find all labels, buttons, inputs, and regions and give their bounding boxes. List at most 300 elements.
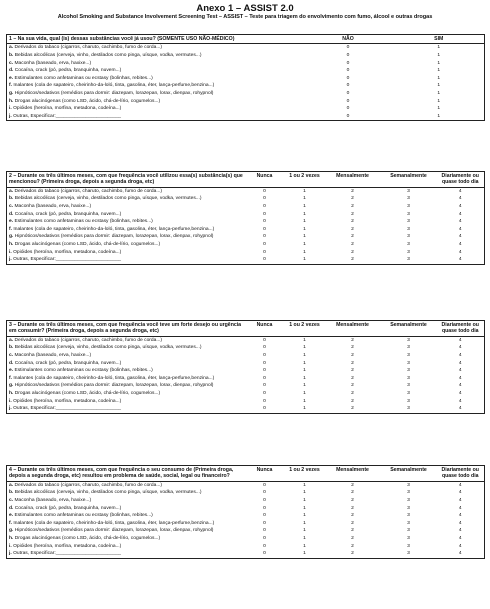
response-score[interactable]: 3 [407,241,410,247]
response-score[interactable]: 3 [407,249,410,255]
response-score[interactable]: 0 [263,482,266,488]
table-row [7,344,485,352]
response-score[interactable]: 1 [437,53,441,58]
response-score[interactable]: 4 [458,482,462,488]
response-score[interactable]: 2 [351,234,354,240]
response-score[interactable]: 1 [303,543,306,549]
response-score[interactable]: 0 [263,360,266,366]
response-score[interactable]: 0 [263,551,266,557]
table-row [7,360,485,368]
substance-letter: b. [9,345,14,351]
response-score[interactable]: 3 [407,360,410,366]
response-score[interactable]: 3 [407,345,410,351]
table-row [7,241,485,249]
response-score[interactable]: 0 [263,490,266,496]
table-row [7,352,485,360]
substance-label [7,82,303,90]
response-score[interactable]: 3 [407,490,410,496]
response-score[interactable]: 3 [407,505,410,511]
substance-text: Estimulantes como anfetaminas ou ecstasy (bolinhas, rebites...) [14,368,153,374]
substance-label [7,543,245,551]
q4-col-mensalmente: Mensalmente [325,466,381,482]
table-row [7,367,485,375]
response-score[interactable]: 2 [351,375,354,381]
substance-label [7,505,245,513]
response-score[interactable]: 1 [303,219,306,225]
substance-text: Drogas alucinógenas (como LSD, ácido, chá-de-lírio, cogumelos...) [14,241,161,247]
substance-label [7,375,245,383]
page-subtitle: Alcohol Smoking and Substance Involvement Screening Test – ASSIST – Teste para triagem do envolvimento com fumo, álcool e outras drogas [57,14,433,20]
response-score[interactable]: 4 [458,241,462,247]
response-score[interactable]: 3 [407,482,410,488]
substance-letter: g. [9,234,14,240]
table-row [7,527,485,535]
response-score[interactable]: 0 [263,398,266,404]
response-score[interactable]: 4 [458,249,462,255]
substance-letter: b. [9,53,14,58]
response-score[interactable]: 0 [263,406,266,412]
substance-label [7,75,303,83]
response-score[interactable]: 3 [407,368,410,374]
response-score[interactable]: 0 [263,383,266,389]
substance-letter: a. [9,482,14,488]
response-score[interactable]: 3 [407,257,410,263]
response-score[interactable]: 0 [263,353,266,358]
substance-letter: b. [9,196,14,202]
table-row [7,75,485,83]
substance-letter: f. [9,520,12,526]
response-score[interactable]: 3 [407,196,410,202]
response-score[interactable]: 1 [437,90,441,96]
table-row [7,256,485,264]
response-score[interactable]: 1 [437,68,441,74]
response-score[interactable]: 0 [263,219,266,225]
response-score[interactable]: 4 [458,353,462,358]
response-score[interactable]: 4 [458,337,462,343]
substance-label [7,187,245,195]
response-score[interactable]: 1 [303,226,306,232]
response-score[interactable]: 3 [407,543,410,549]
response-score[interactable]: 1 [437,113,441,119]
substance-text: Cocaína, crack (pó, pedra, branquinha, nuvem...) [14,505,122,511]
response-score[interactable]: 2 [351,337,354,343]
response-score[interactable]: 3 [407,398,410,404]
response-score[interactable]: 0 [263,345,266,351]
substance-text: Derivados do tabaco (cigarros, charuto, cachimbo, fumo de corda...) [14,337,163,343]
response-score[interactable]: 1 [437,75,441,81]
response-score[interactable]: 4 [458,520,462,526]
response-score[interactable]: 1 [303,196,306,202]
response-score[interactable]: 4 [458,543,462,549]
substance-label [7,105,303,113]
response-score[interactable]: 2 [351,204,354,209]
response-score[interactable]: 4 [458,535,462,541]
response-score[interactable]: 4 [458,226,462,232]
substance-label [7,527,245,535]
response-score[interactable]: 0 [263,241,266,247]
response-score[interactable]: 3 [407,498,410,503]
q3-col-nunca: Nunca [245,321,285,337]
substance-text: Hipnóticos/sedativos (remédios para dormir: diazepam, lorazepan, lorax, dienpax, rohypnol) [14,528,214,534]
response-score[interactable]: 1 [437,98,441,104]
table-row [7,512,485,520]
q2-col-1-ou-2-vezes: 1 ou 2 vezes [285,172,325,188]
table-row [7,60,485,68]
response-score[interactable]: 2 [351,551,354,557]
substance-text: Bebidas alcoólicas (cerveja, vinho, destilados como pinga, uísque, vodka, vermutes...) [14,345,202,351]
q3-col-1-ou-2-vezes: 1 ou 2 vezes [285,321,325,337]
substance-text: Estimulantes como anfetaminas ou ecstasy (bolinhas, rebites...) [14,513,153,519]
substance-label [7,520,245,528]
substance-letter: e. [9,219,14,225]
response-score[interactable]: 0 [263,234,266,240]
q2-col-mensalmente: Mensalmente [325,172,381,188]
response-score[interactable]: 1 [303,390,306,396]
response-score[interactable]: 2 [351,188,354,194]
substance-letter: i. [9,249,12,255]
response-score[interactable]: 0 [346,45,350,51]
response-score[interactable]: 3 [407,204,410,209]
response-score[interactable]: 4 [458,219,462,225]
response-score[interactable]: 0 [263,368,266,374]
response-score[interactable]: 4 [458,204,462,209]
substance-letter: h. [9,241,14,247]
response-score[interactable]: 2 [351,383,354,389]
substance-letter: i. [9,106,12,112]
substance-label [7,60,303,68]
response-score[interactable]: 2 [351,498,354,503]
substance-text: Bebidas alcoólicas (cerveja, vinho, destilados como pinga, uísque, vodka, vermutes...) [14,196,202,202]
response-score[interactable]: 3 [407,353,410,358]
table-row [7,249,485,257]
response-score[interactable]: 2 [351,398,354,404]
substance-text: Bebidas alcoólicas (cerveja, vinho, destilados como pinga, uísque, vodka, vermutes...) [14,53,202,58]
response-score[interactable]: 4 [458,528,462,534]
response-score[interactable]: 4 [458,211,462,217]
substance-letter: b. [9,490,14,496]
table-row [7,390,485,398]
substance-label [7,203,245,211]
table-row [7,195,485,203]
response-score[interactable]: 3 [407,226,410,232]
substance-text: Maconha (baseado, erva, haxixe...) [14,498,92,503]
table-row [7,336,485,344]
q1-col-nao: NÃO [303,35,394,44]
response-score[interactable]: 2 [351,482,354,488]
substance-label [7,195,245,203]
response-score[interactable]: 0 [263,528,266,534]
substance-letter: c. [9,498,14,503]
substance-text: Bebidas alcoólicas (cerveja, vinho, destilados como pinga, uísque, vodka, vermutes...) [14,490,202,496]
response-score[interactable]: 0 [263,204,266,209]
response-score[interactable]: 2 [351,513,354,519]
table-row [7,52,485,60]
response-score[interactable]: 4 [458,368,462,374]
response-score[interactable]: 2 [351,196,354,202]
response-score[interactable]: 2 [351,257,354,263]
substance-label [7,233,245,241]
response-score[interactable]: 0 [346,106,350,112]
response-score[interactable]: 1 [303,513,306,519]
page-title: Anexo 1 – ASSIST 2.0 [196,3,294,14]
response-score[interactable]: 1 [303,257,306,263]
response-score[interactable]: 1 [303,551,306,557]
substance-label [7,90,303,98]
response-score[interactable]: 2 [351,406,354,412]
table-row [7,98,485,106]
substance-letter: g. [9,90,14,96]
table-row [7,520,485,528]
response-score[interactable]: 0 [346,98,350,104]
table-row [7,382,485,390]
response-score[interactable]: 1 [303,528,306,534]
response-score[interactable]: 4 [458,383,462,389]
table-row [7,67,485,75]
response-score[interactable]: 1 [303,535,306,541]
response-score[interactable]: 1 [303,249,306,255]
question-1-text: 1 – Na sua vida, qual (is) dessas substâncias você já usou? (SOMENTE USO NÃO-MÉDICO) [7,35,303,44]
substance-label [7,352,245,360]
response-score[interactable]: 0 [346,83,350,89]
response-score[interactable]: 1 [303,406,306,412]
response-score[interactable]: 0 [263,249,266,255]
response-score[interactable]: 3 [407,528,410,534]
substance-letter: c. [9,60,14,66]
question-4-table [6,465,485,559]
response-score[interactable]: 1 [303,375,306,381]
table-row [7,233,485,241]
response-score[interactable]: 2 [351,543,354,549]
response-score[interactable]: 0 [263,505,266,511]
substance-letter: j. [9,257,12,263]
substance-text: Derivados do tabaco (cigarros, charuto, cachimbo, fumo de corda...) [14,482,163,488]
response-score[interactable]: 0 [263,543,266,549]
substance-text: Drogas alucinógenas (como LSD, ácido, chá-de-lírio, cogumelos...) [14,390,161,396]
response-score[interactable]: 0 [263,520,266,526]
response-score[interactable]: 3 [407,513,410,519]
response-score[interactable]: 0 [263,498,266,503]
response-score[interactable]: 4 [458,234,462,240]
q4-col-diariamente: Diariamente ou quase todo dia [437,466,485,482]
q4-col-nunca: Nunca [245,466,285,482]
response-score[interactable]: 0 [263,513,266,519]
substance-text: Cocaína, crack (pó, pedra, branquinha, nuvem...) [14,68,122,74]
response-score[interactable]: 2 [351,353,354,358]
response-score[interactable]: 4 [458,551,462,557]
response-score[interactable]: 2 [351,390,354,396]
response-score[interactable]: 0 [263,226,266,232]
response-score[interactable]: 1 [303,337,306,343]
response-score[interactable]: 1 [303,398,306,404]
response-score[interactable]: 0 [263,257,266,263]
response-score[interactable]: 3 [407,234,410,240]
response-score[interactable]: 0 [346,113,350,119]
q3-col-mensalmente: Mensalmente [325,321,381,337]
substance-label [7,44,303,52]
substance-letter: c. [9,353,14,358]
table-row [7,211,485,219]
substance-label [7,52,303,60]
response-score[interactable]: 2 [351,211,354,217]
response-score[interactable]: 4 [458,196,462,202]
response-score[interactable]: 4 [458,398,462,404]
substance-text: Outras, Especificar:________________________ [13,551,122,557]
response-score[interactable]: 2 [351,345,354,351]
substance-letter: h. [9,390,14,396]
response-score[interactable]: 4 [458,188,462,194]
response-score[interactable]: 0 [346,75,350,81]
substance-text: Hipnóticos/sedativos (remédios para dormir: diazepam, lorazepan, lorax, dienpax, rohypnol) [14,90,214,96]
response-score[interactable]: 2 [351,226,354,232]
substance-label [7,398,245,406]
response-score[interactable]: 1 [303,211,306,217]
response-score[interactable]: 1 [437,106,441,112]
response-score[interactable]: 4 [458,406,462,412]
response-score[interactable]: 1 [303,241,306,247]
substance-text: Estimulantes como anfetaminas ou ecstasy (bolinhas, rebites...) [14,75,153,81]
substance-label [7,218,245,226]
substance-text: Opióides (heroína, morfina, metadona, codeína...) [13,106,122,112]
response-score[interactable]: 0 [346,60,350,66]
response-score[interactable]: 3 [407,520,410,526]
response-score[interactable]: 2 [351,219,354,225]
table-row [7,203,485,211]
response-score[interactable]: 0 [263,196,266,202]
substance-text: Hipnóticos/sedativos (remédios para dormir: diazepam, lorazepan, lorax, dienpax, rohypnol) [14,383,214,389]
response-score[interactable]: 3 [407,551,410,557]
response-score[interactable]: 1 [303,520,306,526]
substance-text: Cocaína, crack (pó, pedra, branquinha, nuvem...) [14,360,122,366]
question-4-text: 4 – Durante os três últimos meses, com que frequência o seu consumo de (Primeira droga, depois a segunda droga, etc) resultou em problema de saúde, social, legal ou financeiro? [7,466,245,482]
response-score[interactable]: 4 [458,345,462,351]
response-score[interactable]: 3 [407,188,410,194]
response-score[interactable]: 0 [346,90,350,96]
response-score[interactable]: 0 [346,53,350,58]
substance-letter: g. [9,528,14,534]
response-score[interactable]: 4 [458,498,462,503]
response-score[interactable]: 4 [458,513,462,519]
substance-letter: i. [9,398,12,404]
q2-col-semanalmente: Semanalmente [381,172,437,188]
response-score[interactable]: 0 [263,375,266,381]
q3-col-semanalmente: Semanalmente [381,321,437,337]
response-score[interactable]: 3 [407,390,410,396]
question-2-text: 2 – Durante os três últimos meses, com que frequência você utilizou essa(s) substância(s) que mencionou? (Primeira droga, depois a segunda droga, etc) [7,172,245,188]
response-score[interactable]: 1 [437,45,441,51]
response-score[interactable]: 0 [263,535,266,541]
substance-letter: a. [9,188,14,194]
response-score[interactable]: 1 [303,498,306,503]
substance-label [7,249,245,257]
response-score[interactable]: 1 [303,353,306,358]
response-score[interactable]: 3 [407,219,410,225]
substance-text: Outras, Especificar:________________________ [13,406,122,412]
question-1-table [6,34,485,121]
response-score[interactable]: 2 [351,249,354,255]
response-score[interactable]: 1 [303,345,306,351]
substance-letter: f. [9,375,12,381]
response-score[interactable]: 4 [458,360,462,366]
response-score[interactable]: 1 [437,60,441,66]
response-score[interactable]: 2 [351,490,354,496]
substance-letter: f. [9,226,12,232]
substance-letter: f. [9,83,12,89]
substance-label [7,241,245,249]
substance-text: Inalantes (cola de sapateiro, cheirinho-da-loló, tinta, gasolina, éter, lança-perfume,benzina...) [13,83,215,89]
substance-letter: j. [9,113,12,119]
substance-text: Outras, Especificar:________________________ [13,113,122,119]
question-3-table [6,320,485,414]
response-score[interactable]: 0 [263,188,266,194]
substance-text: Hipnóticos/sedativos (remédios para dormir: diazepam, lorazepan, lorax, dienpax, rohypnol) [14,234,214,240]
substance-letter: e. [9,75,14,81]
response-score[interactable]: 1 [303,383,306,389]
response-score[interactable]: 2 [351,368,354,374]
response-score[interactable]: 0 [263,337,266,343]
table-row [7,82,485,90]
substance-letter: d. [9,68,14,74]
response-score[interactable]: 3 [407,337,410,343]
response-score[interactable]: 1 [303,204,306,209]
response-score[interactable]: 1 [303,234,306,240]
response-score[interactable]: 0 [263,390,266,396]
substance-text: Drogas alucinógenas (como LSD, ácido, chá-de-lírio, cogumelos...) [14,98,161,104]
q3-col-diariamente: Diariamente ou quase todo dia [437,321,485,337]
response-score[interactable]: 1 [303,490,306,496]
response-score[interactable]: 4 [458,390,462,396]
table-row [7,398,485,406]
response-score[interactable]: 4 [458,490,462,496]
response-score[interactable]: 4 [458,375,462,381]
response-score[interactable]: 1 [303,482,306,488]
substance-label [7,113,303,121]
substance-label [7,344,245,352]
question-2-table [6,171,485,265]
response-score[interactable]: 0 [263,211,266,217]
table-row [7,375,485,383]
response-score[interactable]: 4 [458,257,462,263]
response-score[interactable]: 3 [407,406,410,412]
response-score[interactable]: 1 [303,368,306,374]
response-score[interactable]: 3 [407,211,410,217]
substance-letter: d. [9,505,14,511]
q1-col-sim: SIM [394,35,485,44]
response-score[interactable]: 2 [351,528,354,534]
response-score[interactable]: 1 [303,505,306,511]
response-score[interactable]: 0 [346,68,350,74]
response-score[interactable]: 1 [303,360,306,366]
substance-label [7,336,245,344]
response-score[interactable]: 3 [407,535,410,541]
substance-letter: a. [9,45,14,51]
response-score[interactable]: 2 [351,241,354,247]
response-score[interactable]: 2 [351,535,354,541]
substance-label [7,390,245,398]
response-score[interactable]: 2 [351,520,354,526]
response-score[interactable]: 2 [351,360,354,366]
response-score[interactable]: 4 [458,505,462,511]
table-row [7,105,485,113]
substance-text: Opióides (heroína, morfina, metadona, codeína...) [13,249,122,255]
table-row [7,505,485,513]
response-score[interactable]: 3 [407,375,410,381]
response-score[interactable]: 3 [407,383,410,389]
response-score[interactable]: 1 [303,188,306,194]
response-score[interactable]: 2 [351,505,354,511]
response-score[interactable]: 1 [437,83,441,89]
substance-label [7,226,245,234]
table-row [7,543,485,551]
